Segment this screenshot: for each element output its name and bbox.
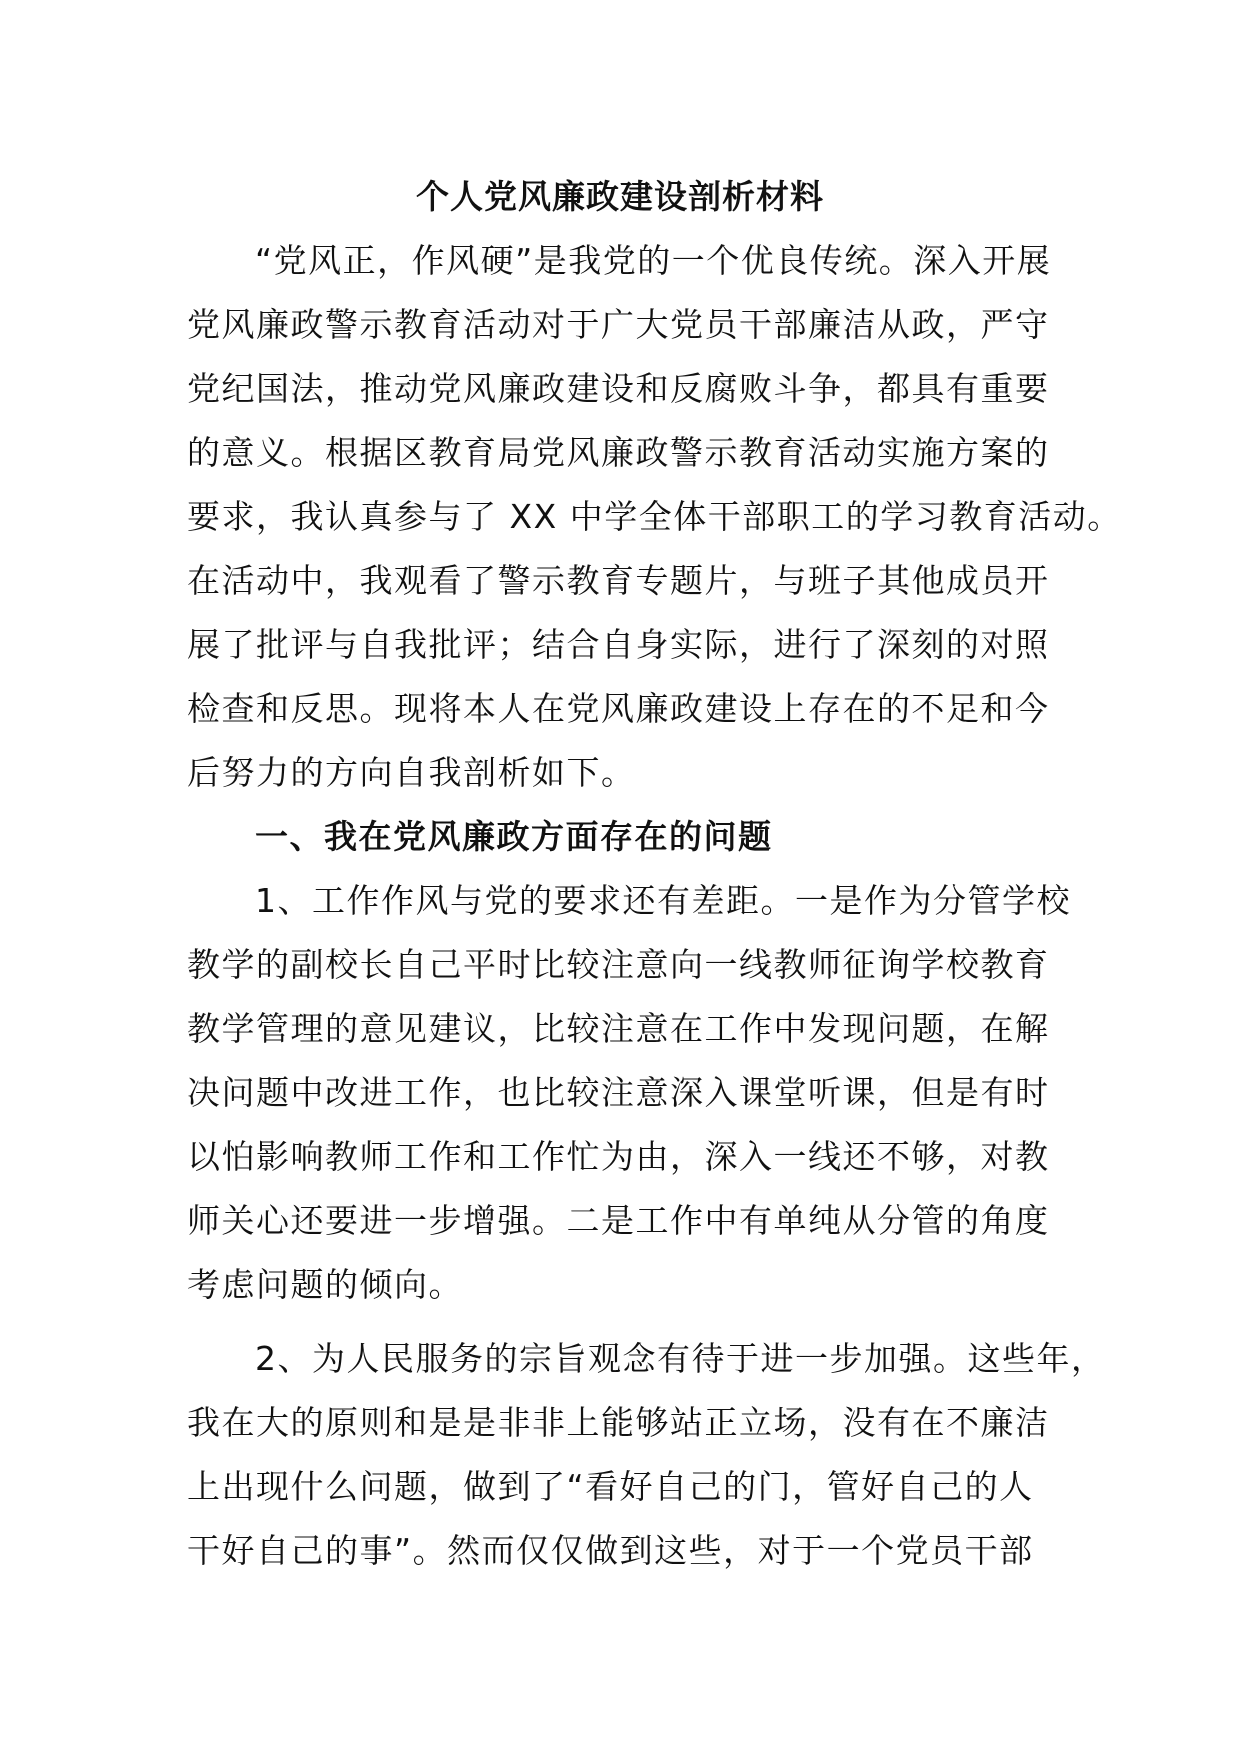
intro-line: 要求，我认真参与了 XX 中学全体干部职工的学习教育活动。 xyxy=(187,497,1122,536)
item2-line: 上出现什么问题，做到了“看好自己的门，管好自己的人 xyxy=(187,1467,1034,1506)
intro-line: 的意义。根据区教育局党风廉政警示教育活动实施方案的 xyxy=(187,433,1050,472)
item1-line: 考虑问题的倾向。 xyxy=(187,1265,463,1304)
intro-line: 后努力的方向自我剖析如下。 xyxy=(187,753,636,792)
intro-line: 在活动中，我观看了警示教育专题片，与班子其他成员开 xyxy=(187,561,1050,600)
item2-line: 我在大的原则和是是非非上能够站正立场，没有在不廉洁 xyxy=(187,1403,1050,1442)
intro-line: “党风正，作风硬”是我党的一个优良传统。深入开展 xyxy=(255,241,1052,280)
item1-line: 师关心还要进一步增强。二是工作中有单纯从分管的角度 xyxy=(187,1201,1050,1240)
section-heading: 一、我在党风廉政方面存在的问题 xyxy=(255,817,773,856)
item1-line: 决问题中改进工作，也比较注意深入课堂听课，但是有时 xyxy=(187,1073,1050,1112)
document-title: 个人党风廉政建设剖析材料 xyxy=(416,177,824,216)
intro-line: 党风廉政警示教育活动对于广大党员干部廉洁从政，严守 xyxy=(187,305,1050,344)
item2-line: 干好自己的事”。然而仅仅做到这些，对于一个党员干部 xyxy=(187,1531,1034,1570)
item1-line: 教学的副校长自己平时比较注意向一线教师征询学校教育 xyxy=(187,945,1050,984)
item1-line: 1、工作作风与党的要求还有差距。一是作为分管学校 xyxy=(255,881,1071,920)
intro-line: 展了批评与自我批评；结合自身实际，进行了深刻的对照 xyxy=(187,625,1050,664)
item1-line: 以怕影响教师工作和工作忙为由，深入一线还不够，对教 xyxy=(187,1137,1050,1176)
intro-line: 党纪国法，推动党风廉政建设和反腐败斗争，都具有重要 xyxy=(187,369,1050,408)
intro-line: 检查和反思。现将本人在党风廉政建设上存在的不足和今 xyxy=(187,689,1050,728)
item2-line: 2、为人民服务的宗旨观念有待于进一步加强。这些年， xyxy=(255,1339,1106,1378)
item1-line: 教学管理的意见建议，比较注意在工作中发现问题，在解 xyxy=(187,1009,1050,1048)
